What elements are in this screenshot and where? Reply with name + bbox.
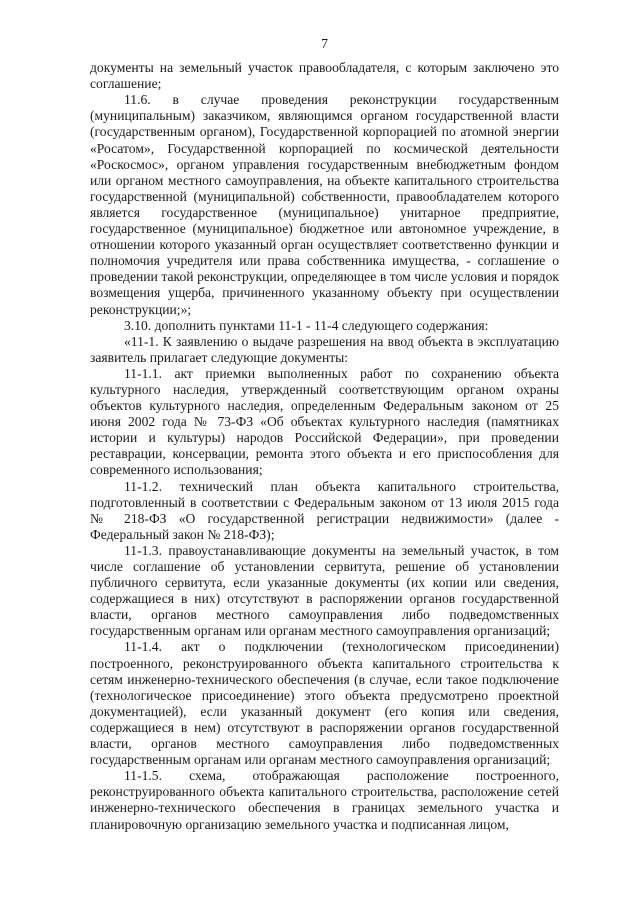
- paragraph-11-6: 11.6. в случае проведения реконструкции государственным (муниципальным) заказчиком, являющимся органом государственной власти (государственным органом), Государственной корпорацией по атомной энергии «Росатом», Государственной корпорацией по космической деятельности «Роскосмос», органом управления государственным внебюджетным фондом или органом местного самоуправления, на объекте капитального строительства государственной (муниципальной) собственности, правообладателем которого является государственное (муниципальное) унитарное предприятие, государственное (муниципальное) бюджетное или автономное учреждение, в отношении которого указанный орган осуществляет соответственно функции и полномочия учредителя или права собственника имущества, - соглашение о проведении такой реконструкции, определяющее в том числе условия и порядок возмещения ущерба, причиненного указанному объекту при осуществлении реконструкции;»;: [90, 92, 559, 317]
- paragraph-11-1-4: 11-1.4. акт о подключении (технологическом присоединении) построенного, реконструированного объекта капитального строительства к сетям инженерно-технического обеспечения (в случае, если такое подключение (технологическое присоединение) этого объекта предусмотрено проектной документацией), если указанный документ (его копия или сведения, содержащиеся в нем) отсутствуют в распоряжении органов государственной власти, органов местного самоуправления либо подведомственных государственным органам или органам местного самоуправления организаций;: [90, 639, 559, 768]
- paragraph-continuation: документы на земельный участок правообладателя, с которым заключено это соглашение;: [90, 60, 559, 92]
- document-page: [90, 36, 559, 833]
- paragraph-3-10: 3.10. дополнить пунктами 11-1 - 11-4 следующего содержания:: [124, 317, 489, 333]
- paragraph-11-1-5: 11-1.5. схема, отображающая расположение построенного, реконструированного объекта капитального строительства, расположение сетей инженерно-технического обеспечения в границах земельного участка и планировочную организацию земельного участка и подписанная лицом,: [90, 768, 559, 832]
- paragraph-11-1-2: 11-1.2. технический план объекта капитального строительства, подготовленный в соответствии с Федеральным законом от 13 июля 2015 года № 218-ФЗ «О государственной регистрации недвижимости» (далее - Федеральный закон № 218-ФЗ);: [90, 478, 559, 542]
- paragraph-11-1-1: 11-1.1. акт приемки выполненных работ по сохранению объекта культурного наследия, утвержденный соответствующим органом охраны объектов культурного наследия, определенным Федеральным законом от 25 июня 2002 года № 73-ФЗ «Об объектах культурного наследия (памятниках истории и культуры) народов Российской Федерации», при проведении реставрации, консервации, ремонта этого объекта и его приспособления для современного использования;: [90, 365, 559, 478]
- paragraph-11-1-3: 11-1.3. правоустанавливающие документы на земельный участок, в том числе соглашение об установлении сервитута, решение об установлении публичного сервитута, если указанные документы (их копии или сведения, содержащиеся в них) отсутствуют в распоряжении органов государственной власти, органов местного самоуправления либо подведомственных государственным органам или органам местного самоуправления организаций;: [90, 542, 559, 639]
- paragraph-11-1: «11-1. К заявлению о выдаче разрешения на ввод объекта в эксплуатацию заявитель прилагает следующие документы:: [90, 333, 559, 365]
- page-number: 7: [321, 36, 328, 51]
